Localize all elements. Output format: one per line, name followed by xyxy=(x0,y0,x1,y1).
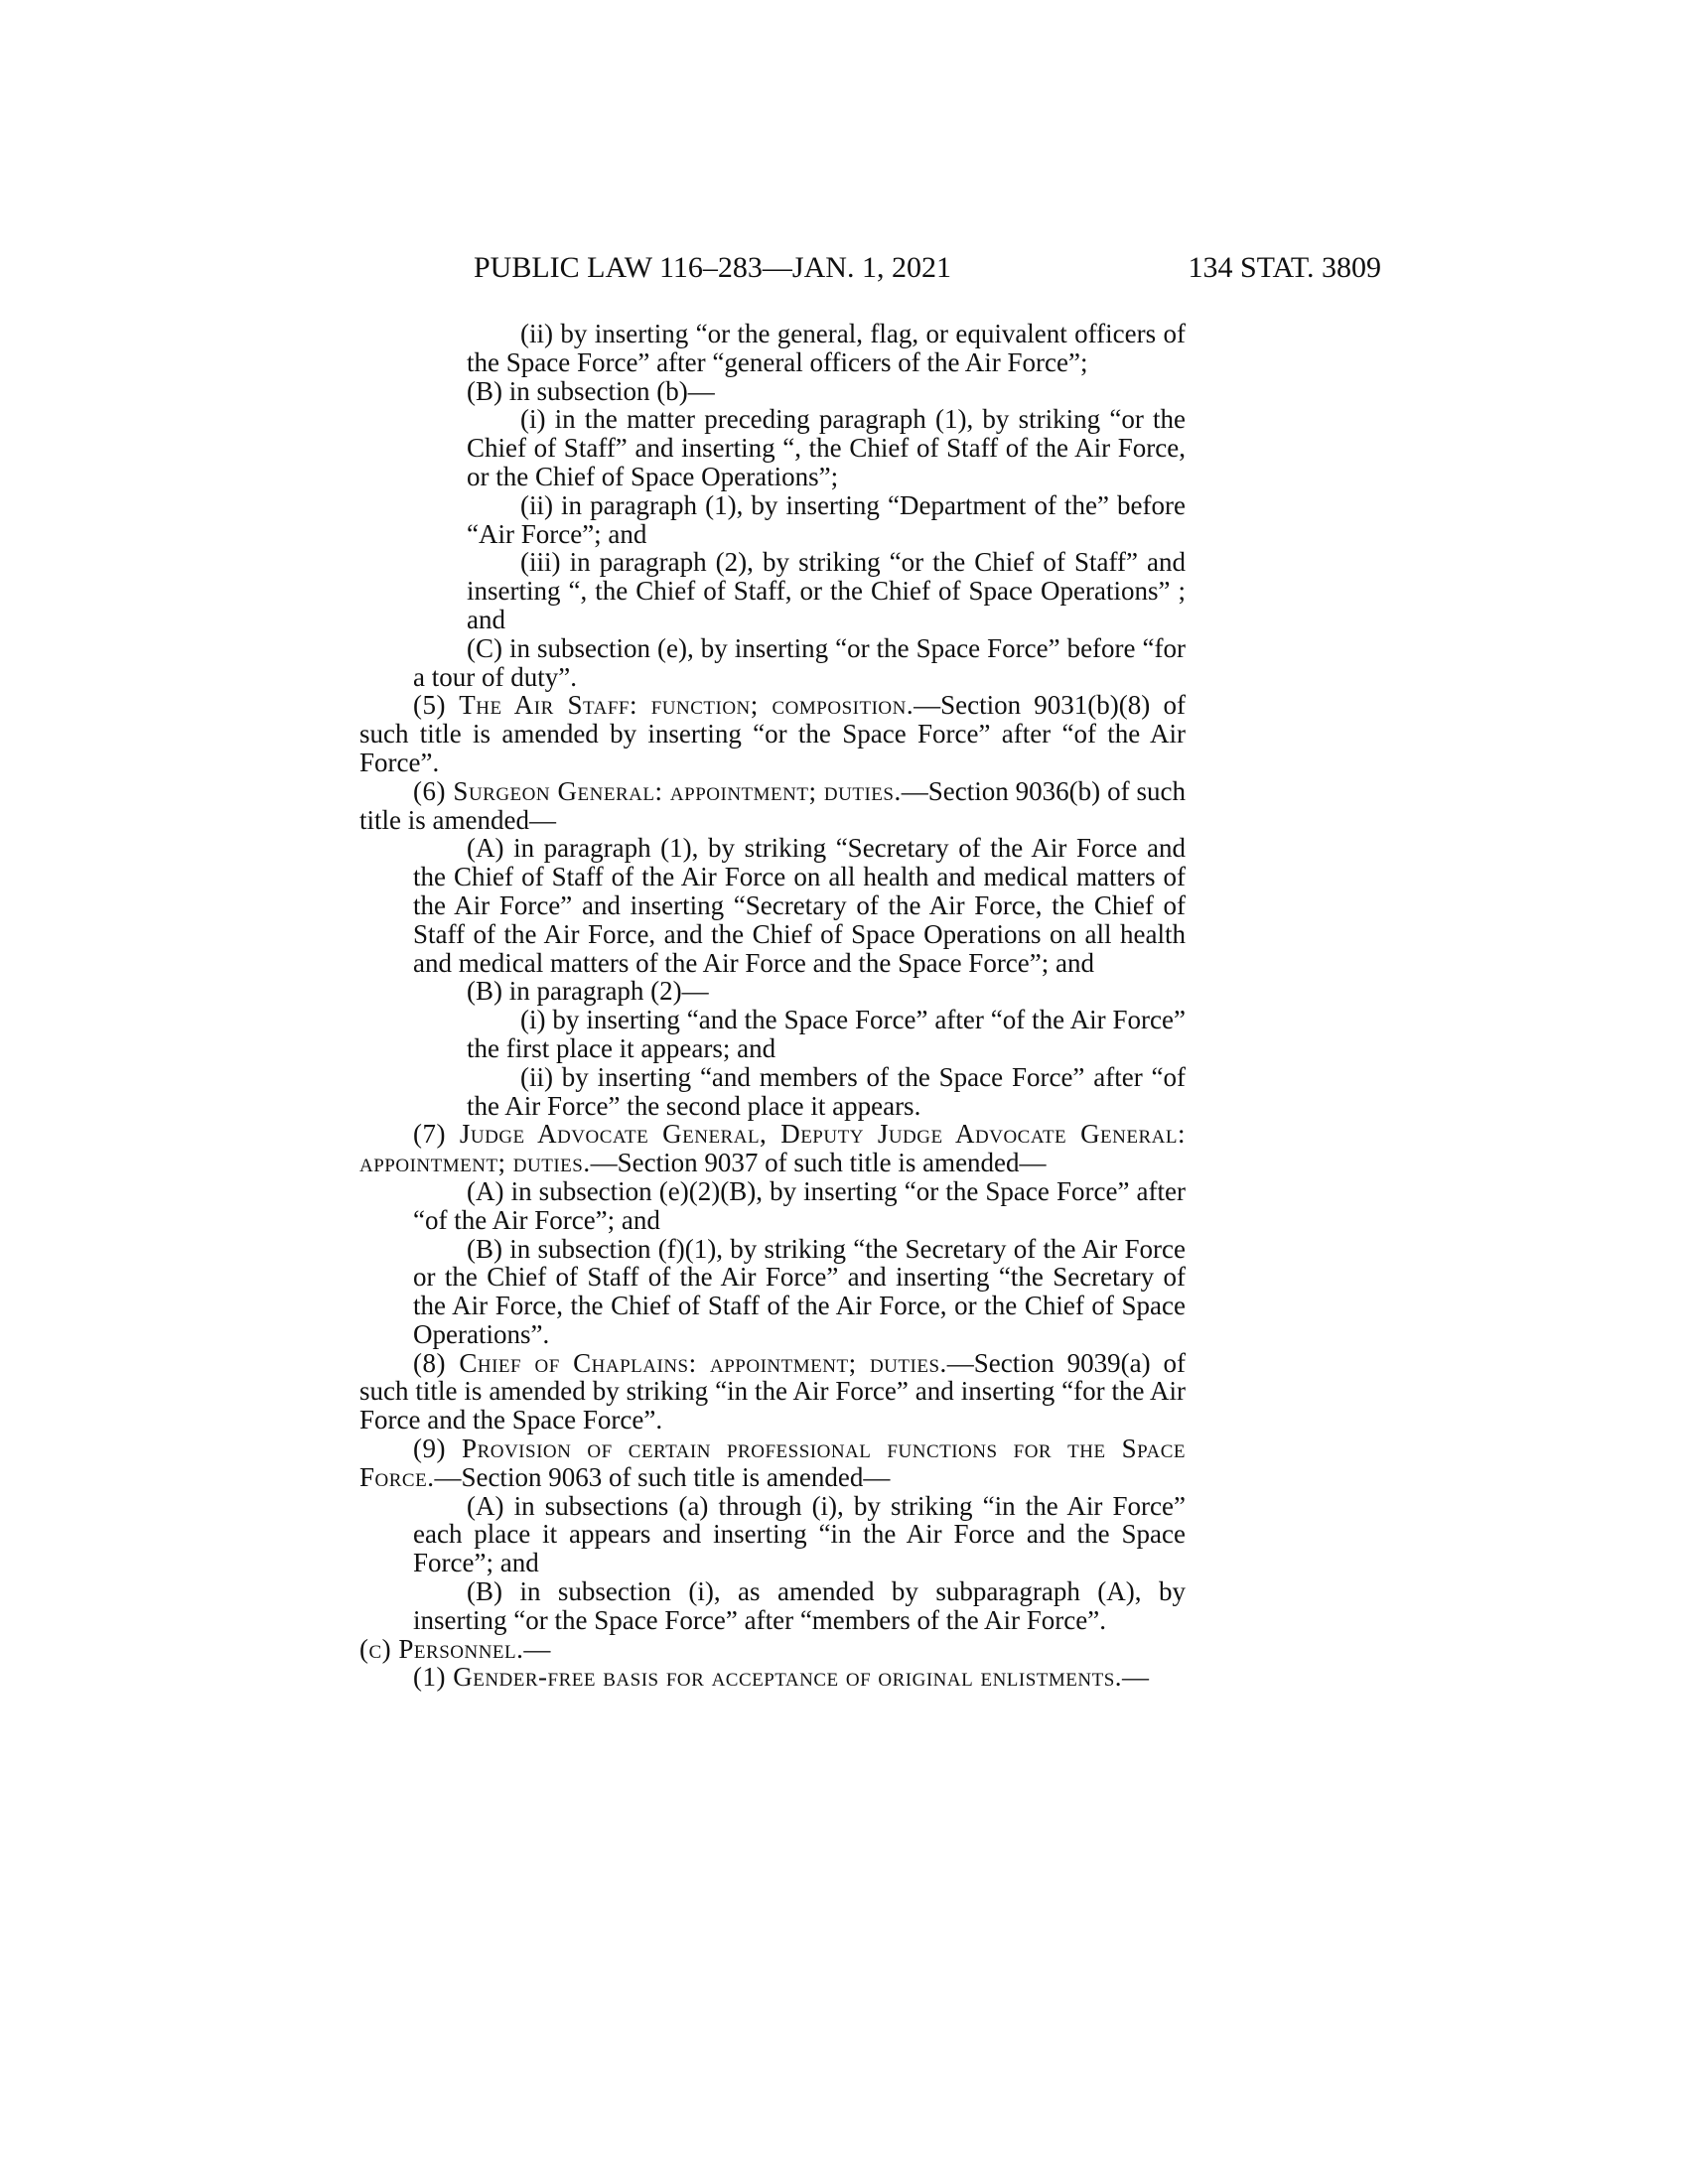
statute-paragraph xyxy=(413,977,1186,1006)
statute-paragraph xyxy=(467,405,1186,490)
statute-paragraph xyxy=(413,1577,1186,1635)
statute-paragraph xyxy=(359,1120,1186,1177)
statute-paragraph xyxy=(413,1235,1186,1349)
paragraph-text: (B) in subsection (i), as amended by subparagraph (A), by inserting “or the Space Force” after “members of the Air Force”. xyxy=(413,1576,1186,1635)
statute-paragraph xyxy=(413,377,1186,406)
section-heading: (c) Personnel. xyxy=(359,1633,524,1664)
paragraph-text: (i) by inserting “and the Space Force” after “of the Air Force” the first place it appears; and xyxy=(467,1005,1186,1063)
paragraph-text: —Section 9031(b)(8) of such title is amended by inserting “or the Space Force” after “of the Air Force”. xyxy=(359,690,1186,777)
paragraph-text: (B) in subsection (b)— xyxy=(467,375,715,406)
statute-paragraph xyxy=(413,1177,1186,1235)
statute-paragraph xyxy=(359,1635,1186,1664)
paragraph-text: (ii) by inserting “and members of the Space Force” after “of the Air Force” the second place it appears. xyxy=(467,1061,1186,1121)
statute-text xyxy=(359,320,1186,1692)
paragraph-text: —Section 9039(a) of such title is amended by striking “in the Air Force” and inserting “for the Air Force and the Space Force”. xyxy=(359,1347,1186,1435)
page-citation: 134 STAT. 3809 xyxy=(1188,251,1381,284)
paragraph-text: (ii) by inserting “or the general, flag, or equivalent officers of the Space Force” after “general officers of the Air Force”; xyxy=(467,319,1186,377)
paragraph-text: — xyxy=(1122,1662,1150,1693)
statute-paragraph xyxy=(359,691,1186,776)
paragraph-text: (A) in subsections (a) through (i), by striking “in the Air Force” each place it appears and inserting “in the Air Force and the Space Force”; and xyxy=(413,1490,1186,1578)
running-head-title: PUBLIC LAW 116–283—JAN. 1, 2021 xyxy=(474,251,951,284)
statute-paragraph xyxy=(413,634,1186,692)
statute-paragraph xyxy=(413,834,1186,977)
section-heading: (8) Chief of Chaplains: appointment; duties. xyxy=(413,1347,947,1378)
statute-paragraph xyxy=(413,1492,1186,1577)
section-heading: (5) The Air Staff: function; composition. xyxy=(413,690,914,721)
section-heading: (9) Provision of certain professional functions for the Space Force. xyxy=(359,1433,1186,1492)
statute-paragraph xyxy=(359,1663,1186,1692)
paragraph-text: (A) in subsection (e)(2)(B), by inserting “or the Space Force” after “of the Air Force”; and xyxy=(413,1175,1186,1235)
statute-paragraph xyxy=(467,1006,1186,1063)
page-header xyxy=(474,248,1381,288)
paragraph-text: (B) in subsection (f)(1), by striking “the Secretary of the Air Force or the Chief of Staff of the Air Force” and inserting “the Secretary of the Air Force, the Chief of Staff of the Air Force, or the Chief of Space Operations”. xyxy=(413,1233,1186,1349)
statute-paragraph xyxy=(359,1349,1186,1434)
paragraph-text: (C) in subsection (e), by inserting “or the Space Force” before “for a tour of duty”. xyxy=(413,632,1186,692)
section-heading: (1) Gender-free basis for acceptance of original enlistments. xyxy=(413,1662,1123,1693)
paragraph-text: —Section 9063 of such title is amended— xyxy=(434,1461,891,1492)
paragraph-text: (i) in the matter preceding paragraph (1), by striking “or the Chief of Staff” and inserting “, the Chief of Staff of the Air Force, or the Chief of Space Operations”; xyxy=(467,404,1186,491)
statute-paragraph xyxy=(359,1434,1186,1492)
paragraph-text: — xyxy=(523,1633,551,1664)
paragraph-text: (B) in paragraph (2)— xyxy=(467,976,709,1007)
paragraph-text: (ii) in paragraph (1), by inserting “Department of the” before “Air Force”; and xyxy=(467,489,1186,549)
paragraph-text: (iii) in paragraph (2), by striking “or the Chief of Staff” and inserting “, the Chief of Staff, or the Chief of Space Operations” ; and xyxy=(467,547,1186,634)
paragraph-text: —Section 9037 of such title is amended— xyxy=(590,1148,1047,1178)
paragraph-text: —Section 9036(b) of such title is amended— xyxy=(359,775,1187,835)
statute-paragraph xyxy=(467,1063,1186,1121)
statute-paragraph xyxy=(467,491,1186,549)
paragraph-text: (A) in paragraph (1), by striking “Secretary of the Air Force and the Chief of Staff of the Air Force on all health and medical matters of the Air Force” and inserting “Secretary of the Air Force, the Chief of Staff of the Air Force, and the Chief of Space Operations on all health and medical matters of the Air Force and the Space Force”; and xyxy=(413,833,1186,978)
statute-paragraph xyxy=(467,548,1186,633)
section-heading: (7) Judge Advocate General, Deputy Judge Advocate General: appointment; duties. xyxy=(359,1119,1186,1178)
statute-paragraph xyxy=(359,777,1186,835)
statute-paragraph xyxy=(467,320,1186,377)
section-heading: (6) Surgeon General: appointment; duties. xyxy=(413,775,902,806)
